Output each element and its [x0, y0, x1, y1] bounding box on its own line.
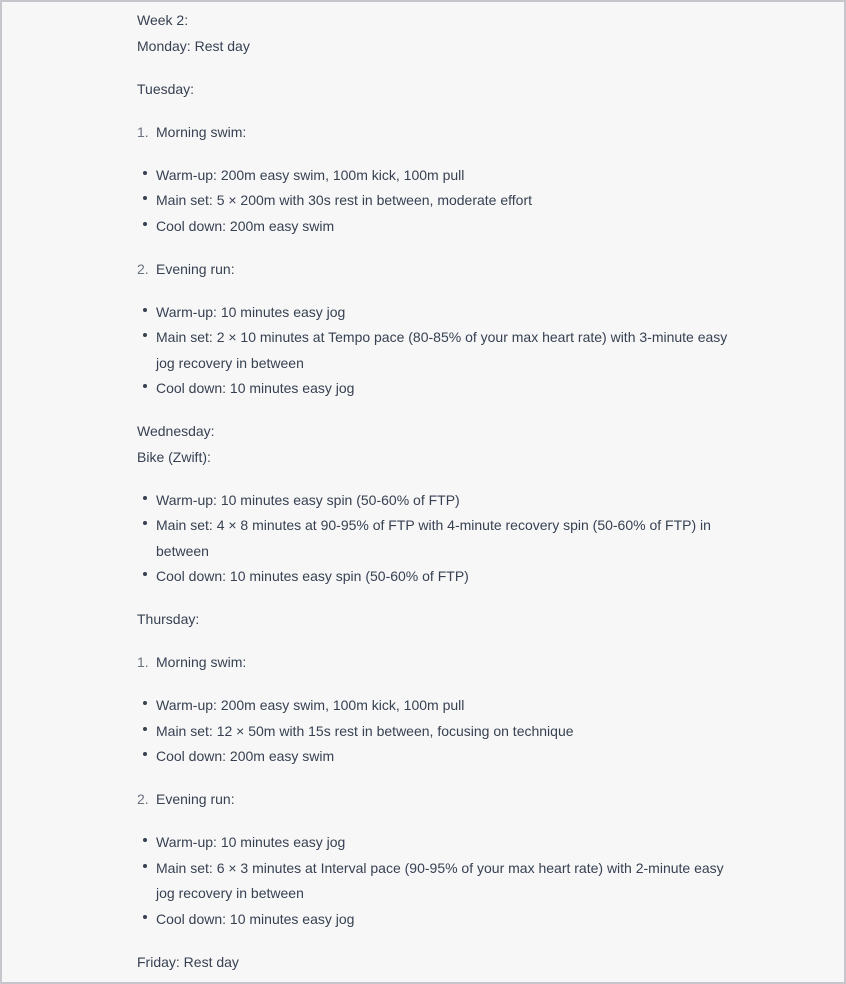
list-title: Morning swim:: [156, 123, 247, 140]
tuesday-swim-title: [137, 120, 737, 146]
tuesday-run-title: [137, 257, 737, 283]
list-number: 1.: [137, 123, 149, 140]
list-item: Main set: 4 × 8 minutes at 90-95% of FTP with 4-minute recovery spin (50-60% of FTP) in between: [137, 513, 737, 564]
list-item: Cool down: 10 minutes easy spin (50-60% of FTP): [137, 564, 737, 590]
thursday-heading: Thursday:: [137, 611, 200, 627]
tuesday-heading: Tuesday:: [137, 80, 195, 97]
wednesday-bike-title: Bike (Zwift):: [137, 448, 211, 465]
assistant-message: [137, 8, 737, 975]
list-title: Evening run:: [156, 791, 235, 807]
list-item: Cool down: 10 minutes easy jog: [137, 376, 737, 402]
week-heading: Week 2:: [137, 12, 189, 28]
list-item: Cool down: 200m easy swim: [137, 744, 737, 770]
list-item: Warm-up: 200m easy swim, 100m kick, 100m pull: [137, 693, 737, 719]
thursday-swim-title: [137, 650, 737, 676]
list-item: Warm-up: 200m easy swim, 100m kick, 100m pull: [137, 163, 737, 189]
friday-line: Friday: Rest day: [137, 953, 239, 970]
list-item: Main set: 6 × 3 minutes at Interval pace (90-95% of your max heart rate) with 2-minute easy jog recovery in between: [137, 856, 737, 907]
tuesday-swim-list: [137, 163, 737, 240]
list-number: 2.: [137, 260, 149, 277]
list-item: Main set: 12 × 50m with 15s rest in between, focusing on technique: [137, 719, 737, 745]
thursday-run-title: [137, 787, 737, 813]
wednesday-heading: Wednesday:: [137, 423, 215, 439]
list-item: Cool down: 10 minutes easy jog: [137, 907, 737, 933]
monday-line: Monday: Rest day: [137, 37, 250, 54]
list-title: Morning swim:: [156, 654, 247, 670]
list-item: Warm-up: 10 minutes easy jog: [137, 300, 737, 326]
list-item: Warm-up: 10 minutes easy spin (50-60% of FTP): [137, 488, 737, 514]
list-title: Evening run:: [156, 260, 235, 277]
list-number: 1.: [137, 654, 149, 670]
wednesday-bike-list: [137, 488, 737, 590]
thursday-run-list: [137, 830, 737, 932]
list-item: Warm-up: 10 minutes easy jog: [137, 830, 737, 856]
tuesday-run-list: [137, 300, 737, 402]
thursday-swim-list: [137, 693, 737, 770]
list-number: 2.: [137, 791, 149, 807]
list-item: Main set: 5 × 200m with 30s rest in between, moderate effort: [137, 188, 737, 214]
list-item: Main set: 2 × 10 minutes at Tempo pace (80-85% of your max heart rate) with 3-minute easy jog recovery in between: [137, 325, 737, 376]
list-item: Cool down: 200m easy swim: [137, 214, 737, 240]
